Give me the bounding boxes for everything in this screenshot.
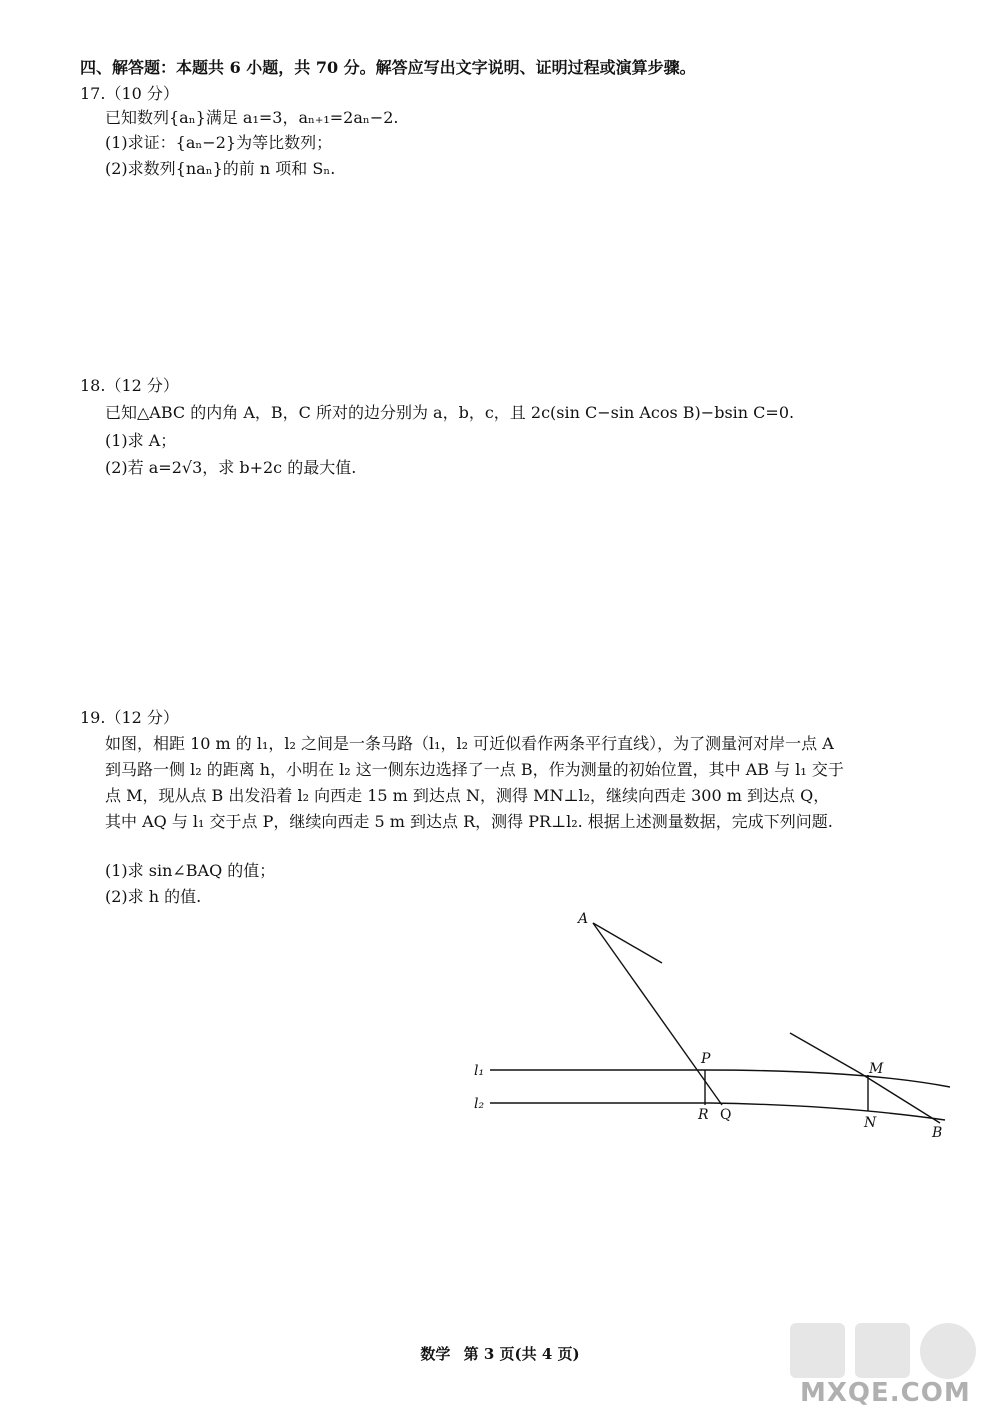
- question-18-stem: 已知△ABC 的内角 A，B，C 所对的边分别为 a，b，c，且 2c(sin C−sin Acos B)−bsin C=0.: [105, 403, 795, 422]
- watermark-text: MXQE.COM: [800, 1378, 971, 1408]
- segment-MB: [790, 1033, 940, 1123]
- label-R: R: [698, 1107, 709, 1123]
- question-18-number: 18.（12 分）: [80, 376, 179, 395]
- road-measurement-figure: [460, 895, 970, 1155]
- question-18-part-2: (2)若 a=2√3，求 b+2c 的最大值.: [105, 458, 357, 477]
- question-18-part-1: (1)求 A；: [105, 431, 177, 450]
- footer-page: 第 3 页(共 4 页): [463, 1345, 580, 1363]
- question-17-number: 17.（10 分）: [80, 84, 179, 103]
- label-P: P: [701, 1051, 711, 1067]
- label-M: M: [869, 1061, 884, 1077]
- question-17-part-1: (1)求证：{aₙ−2}为等比数列；: [105, 133, 333, 152]
- ray-from-A: [593, 923, 662, 963]
- footer-subject: 数学: [420, 1345, 451, 1363]
- label-B: B: [932, 1125, 943, 1141]
- label-l1: l₁: [474, 1063, 485, 1079]
- label-N: N: [864, 1115, 877, 1131]
- label-Q: Q: [720, 1107, 732, 1123]
- question-19-number: 19.（12 分）: [80, 708, 179, 727]
- line-l2: [490, 1103, 945, 1120]
- segment-AQ: [593, 923, 722, 1105]
- question-17-stem: 已知数列{aₙ}满足 a₁=3，aₙ₊₁=2aₙ−2.: [105, 108, 399, 127]
- question-19-part-1: (1)求 sin∠BAQ 的值；: [105, 861, 276, 880]
- question-19-stem: 如图，相距 10 m 的 l₁，l₂ 之间是一条马路（l₁，l₂ 可近似看作两条平行直线），为了测量河对岸一点 A 到马路一侧 l₂ 的距离 h，小明在 l₂ 这一侧东边选择了一点 B，作为测量的初始位置，其中 AB 与 l₁ 交于点 M，现从点 B 出发沿着 l₂ 向西走 15 m 到达点 N，测得 MN⊥l₂，继续向西走 300 m 到达点 Q，其中 AQ 与 l₁ 交于点 P，继续向西走 5 m 到达点 R，测得 PR⊥l₂. 根据上述测量数据，完成下列问题.: [105, 734, 844, 831]
- question-17-part-2: (2)求数列{naₙ}的前 n 项和 Sₙ.: [105, 159, 336, 178]
- label-A: A: [578, 911, 589, 927]
- section-header: 四、解答题：本题共 6 小题，共 70 分。解答应写出文字说明、证明过程或演算步骤。: [80, 58, 696, 77]
- label-l2: l₂: [474, 1096, 485, 1112]
- question-19-part-2: (2)求 h 的值.: [105, 887, 202, 906]
